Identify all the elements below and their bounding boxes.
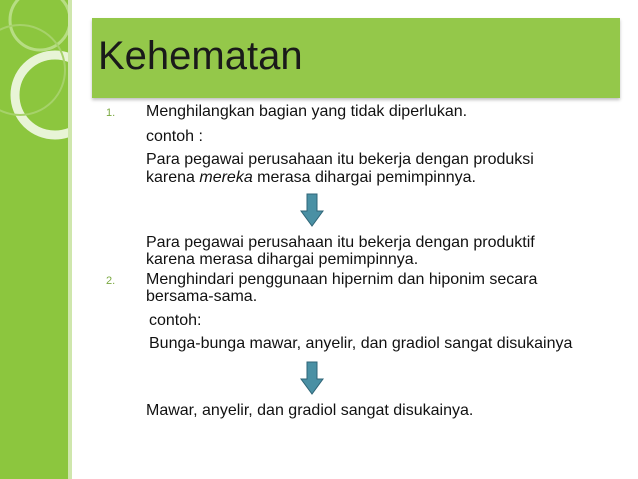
item-1-example-label: contoh : — [146, 128, 203, 145]
item-1-after-line-1: Para pegawai perusahaan itu bekerja dengan produktif — [146, 234, 535, 251]
decorative-side-panel — [0, 0, 68, 479]
down-arrow-icon — [300, 361, 324, 395]
item-2-before: Bunga-bunga mawar, anyelir, dan gradiol sangat disukainya — [149, 335, 573, 352]
item-2-number: 2. — [106, 275, 116, 287]
down-arrow-icon — [300, 193, 324, 227]
item-1-after-line-2: karena merasa dihargai pemimpinnya. — [146, 251, 419, 268]
item-2-example-label: contoh: — [149, 312, 202, 329]
item-2-after: Mawar, anyelir, dan gradiol sangat disukainya. — [146, 402, 474, 419]
item-1-number: 1. — [106, 107, 116, 119]
item-1-before-line-1: Para pegawai perusahaan itu bekerja dengan produksi — [146, 151, 534, 168]
slide-title: Kehematan — [98, 34, 303, 78]
item-2-heading-line-1: Menghindari penggunaan hipernim dan hiponim secara — [146, 271, 538, 288]
decorative-circles — [0, 0, 68, 479]
item-1-before-line-2: karena mereka merasa dihargai pemimpinnya. — [146, 169, 476, 186]
item-1-heading: Menghilangkan bagian yang tidak diperlukan. — [146, 103, 468, 120]
item-2-heading-line-2: bersama-sama. — [146, 288, 258, 305]
emphasized-word: mereka — [199, 169, 253, 186]
side-stripe — [68, 0, 72, 479]
